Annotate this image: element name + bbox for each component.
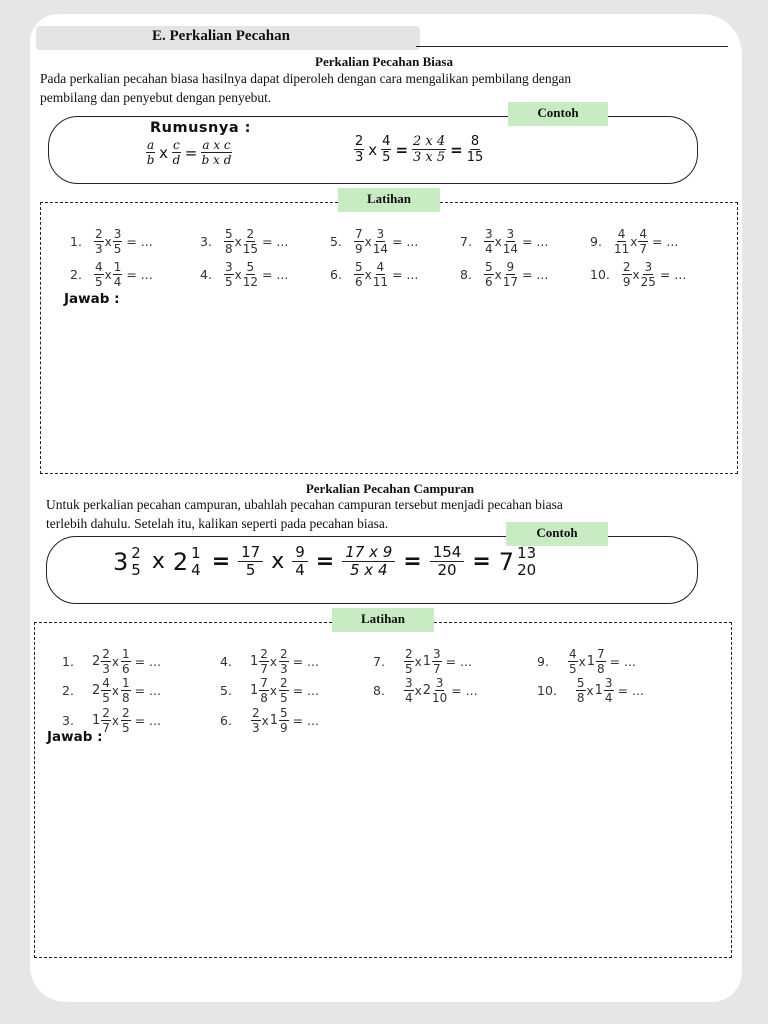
whole-number: 2 (422, 683, 431, 698)
paragraph-line: pembilang dan penyebut dengan penyebut. (40, 90, 272, 105)
fraction: $\frac{3}{4}$ (604, 676, 613, 705)
times-sign: x (111, 683, 119, 698)
fraction: $\frac{4}{7}$ (639, 227, 647, 256)
fraction-a-b: $\frac{a}{b}$ (146, 138, 155, 167)
general-formula (146, 139, 232, 166)
exercise-item (220, 677, 319, 704)
whole-number: 1 (249, 654, 259, 669)
exercise-item (373, 677, 478, 704)
fraction: $\frac{7}{9}$ (354, 227, 363, 256)
times-sign: x (234, 267, 242, 282)
equals-blank: = ... (451, 683, 478, 698)
times-sign: x (494, 267, 502, 282)
fraction: $\frac{5}{12}$ (242, 260, 258, 289)
equals-blank: = ... (292, 654, 319, 669)
exercise-item (220, 648, 319, 675)
fraction: $\frac{2}{9}$ (622, 260, 631, 289)
fraction: $\frac{3}{25}$ (640, 260, 656, 289)
exercise-item (537, 677, 644, 704)
exercise-number: 6. (220, 713, 232, 728)
fraction: $\frac{5}{9}$ (279, 706, 288, 735)
exercise-number: 9. (537, 654, 549, 669)
equals-blank: = ... (609, 654, 636, 669)
exercise-number: 7. (460, 234, 472, 249)
equals-blank: = ... (521, 234, 549, 249)
fraction: $\frac{7}{8}$ (596, 647, 605, 676)
exercise-number: 7. (373, 654, 385, 669)
whole-number: 3 (113, 547, 129, 576)
exercise-number: 3. (62, 713, 74, 728)
equals-sign: = (315, 549, 335, 574)
paragraph-pecahan-campuran (46, 495, 736, 533)
times-sign: x (261, 713, 269, 728)
exercise-number: 8. (460, 267, 472, 282)
times-sign: x (104, 234, 112, 249)
equals-blank: = ... (445, 654, 472, 669)
latihan-label: Latihan (332, 608, 434, 632)
fraction-product: $\frac{17 x 9}{5 x 4}$ (342, 545, 395, 578)
fraction: $\frac{154}{20}$ (430, 545, 465, 578)
title-underline (416, 46, 728, 47)
equals-sign: = (403, 549, 422, 574)
fraction: $\frac{3}{4}$ (404, 676, 413, 705)
times-sign: x (269, 654, 277, 669)
fraction: 13 20 (517, 543, 537, 579)
times-sign: x (104, 267, 112, 282)
fraction: $\frac{3}{5}$ (224, 260, 233, 289)
fraction: $\frac{4}{5}$ (382, 134, 391, 165)
equals-blank: = ... (134, 713, 161, 728)
times-sign: x (494, 234, 502, 249)
whole-number: 2 (91, 683, 101, 698)
whole-number: 1 (249, 683, 259, 698)
exercise-number: 1. (62, 654, 74, 669)
whole-number: 1 (594, 683, 603, 698)
exercise-number: 2. (70, 267, 82, 282)
fraction: $\frac{2}{5}$ (404, 647, 413, 676)
exercise-item (460, 261, 548, 288)
equals-blank: = ... (134, 683, 161, 698)
fraction: $\frac{3}{4}$ (484, 227, 493, 256)
equals-blank: = ... (659, 267, 687, 282)
contoh-label: Contoh (506, 522, 608, 546)
times-sign: x (586, 683, 594, 698)
fraction: $\frac{3}{10}$ (431, 676, 448, 705)
exercise-number: 9. (590, 234, 602, 249)
exercise-number: 6. (330, 267, 342, 282)
fraction: $\frac{4}{5}$ (568, 647, 577, 676)
exercise-number: 4. (200, 267, 212, 282)
fraction: $\frac{9}{4}$ (292, 545, 308, 578)
paragraph-line: Pada perkalian pecahan biasa hasilnya dapat diperoleh dengan cara mengalikan pembilang dengan (40, 71, 572, 86)
equals-sign: = (395, 140, 409, 159)
fraction: $\frac{5}{8}$ (224, 227, 233, 256)
whole-number: 2 (172, 547, 189, 576)
times-sign: x (632, 267, 640, 282)
fraction: $\frac{4}{11}$ (613, 227, 630, 256)
equals-blank: = ... (292, 683, 319, 698)
exercise-item (330, 228, 418, 255)
whole-number: 1 (269, 713, 278, 728)
equals-blank: = ... (521, 267, 549, 282)
equals-blank: = ... (651, 234, 679, 249)
exercise-item (70, 261, 153, 288)
exercise-item (62, 648, 161, 675)
fraction: $\frac{1}{4}$ (113, 260, 122, 289)
times-sign: x (234, 234, 242, 249)
times-sign: x (151, 549, 165, 574)
exercise-number: 1. (70, 234, 82, 249)
fraction-result: $\frac{8}{15}$ (466, 134, 484, 165)
jawab-label: Jawab : (64, 291, 120, 307)
exercise-number: 4. (220, 654, 232, 669)
times-sign: x (364, 267, 372, 282)
exercise-number: 10. (537, 683, 557, 698)
fraction: $\frac{2}{3}$ (94, 227, 103, 256)
exercise-number: 10. (590, 267, 610, 282)
equals-blank: = ... (617, 683, 644, 698)
fraction: $\frac{2}{3}$ (279, 647, 288, 676)
fraction: $\frac{5}{8}$ (576, 676, 585, 705)
times-sign: x (368, 140, 378, 159)
fraction: $\frac{7}{8}$ (260, 676, 268, 705)
latihan-label: Latihan (338, 188, 440, 212)
fraction: $\frac{2}{7}$ (102, 706, 110, 735)
heading-pecahan-campuran: Perkalian Pecahan Campuran (305, 481, 475, 496)
equals-sign: = (184, 143, 198, 162)
equals-sign: = (211, 549, 231, 574)
exercise-item (62, 677, 161, 704)
rumus-title: Rumusnya : (150, 120, 251, 136)
paragraph-pecahan-biasa (40, 69, 730, 107)
fraction: $\frac{17}{5}$ (238, 545, 263, 578)
fraction: $\frac{2}{5}$ (279, 676, 288, 705)
equals-blank: = ... (261, 267, 289, 282)
times-sign: x (364, 234, 372, 249)
times-sign: x (111, 713, 119, 728)
fraction: $\frac{2}{5}$ (121, 706, 130, 735)
exercise-item (70, 228, 153, 255)
equals-blank: = ... (134, 654, 161, 669)
exercise-number: 2. (62, 683, 74, 698)
fraction: $\frac{2}{15}$ (242, 227, 258, 256)
whole-number: 1 (91, 713, 101, 728)
fraction: $\frac{9}{17}$ (502, 260, 518, 289)
fraction: $\frac{4}{5}$ (94, 260, 103, 289)
equals-sign: = (450, 140, 463, 159)
fraction-c-d: $\frac{c}{d}$ (172, 138, 181, 167)
fraction-product: $\frac{\text{a x c}}{\text{b x d}}$ (201, 138, 232, 167)
exercise-number: 8. (373, 683, 385, 698)
equals-blank: = ... (391, 267, 419, 282)
equals-blank: = ... (391, 234, 419, 249)
section-title: E. Perkalian Pecahan (152, 28, 290, 44)
jawab-label: Jawab : (47, 729, 103, 745)
whole-number: 1 (422, 654, 431, 669)
fraction: $\frac{2}{3}$ (102, 647, 110, 676)
fraction: $\frac{5}{6}$ (354, 260, 363, 289)
fraction: $\frac{2}{3}$ (355, 134, 364, 165)
whole-number: 7 (498, 547, 515, 576)
exercise-item (330, 261, 418, 288)
times-sign: x (111, 654, 119, 669)
equals-blank: = ... (261, 234, 289, 249)
paragraph-line: terlebih dahulu. Setelah itu, kalikan seperti pada pecahan biasa. (46, 516, 389, 531)
whole-number: 1 (586, 654, 595, 669)
fraction: $\frac{2}{7}$ (260, 647, 268, 676)
heading-pecahan-biasa: Perkalian Pecahan Biasa (315, 54, 453, 69)
fraction: $\frac{3}{14}$ (372, 227, 388, 256)
example-formula (354, 135, 483, 164)
fraction: $\frac{1}{8}$ (121, 676, 130, 705)
fraction: $\frac{4}{5}$ (102, 676, 110, 705)
equals-blank: = ... (292, 713, 319, 728)
exercise-item (200, 261, 288, 288)
fraction-product: $\frac{2 x 4}{3 x 5}$ (413, 134, 446, 165)
fraction: $\frac{2}{3}$ (251, 706, 260, 735)
fraction: 2 5 (131, 543, 141, 579)
fraction: $\frac{3}{14}$ (502, 227, 518, 256)
fraction: $\frac{1}{6}$ (121, 647, 130, 676)
exercise-item (373, 648, 472, 675)
times-sign: x (271, 549, 285, 574)
exercise-item (200, 228, 288, 255)
fraction: 1 4 (191, 543, 201, 579)
exercise-number: 3. (200, 234, 212, 249)
equals-blank: = ... (126, 234, 153, 249)
exercise-number: 5. (220, 683, 232, 698)
exercise-item (220, 707, 319, 734)
exercise-number: 5. (330, 234, 342, 249)
whole-number: 2 (91, 654, 101, 669)
times-sign: x (269, 683, 277, 698)
times-sign: x (414, 683, 422, 698)
fraction: $\frac{3}{5}$ (113, 227, 122, 256)
exercise-item (590, 228, 678, 255)
exercise-item (590, 261, 686, 288)
fraction: $\frac{5}{6}$ (484, 260, 493, 289)
times-sign: x (630, 234, 638, 249)
exercise-item (537, 648, 636, 675)
fraction: $\frac{4}{11}$ (372, 260, 388, 289)
times-sign: x (578, 654, 586, 669)
example-campuran (113, 545, 539, 578)
exercise-item (460, 228, 548, 255)
equals-sign: = (472, 549, 491, 574)
contoh-label: Contoh (508, 102, 608, 126)
fraction: $\frac{3}{7}$ (432, 647, 441, 676)
times-sign: x (159, 143, 169, 162)
paragraph-line: Untuk perkalian pecahan campuran, ubahlah pecahan campuran tersebut menjadi pecahan biasa (46, 497, 563, 512)
times-sign: x (414, 654, 422, 669)
equals-blank: = ... (126, 267, 153, 282)
